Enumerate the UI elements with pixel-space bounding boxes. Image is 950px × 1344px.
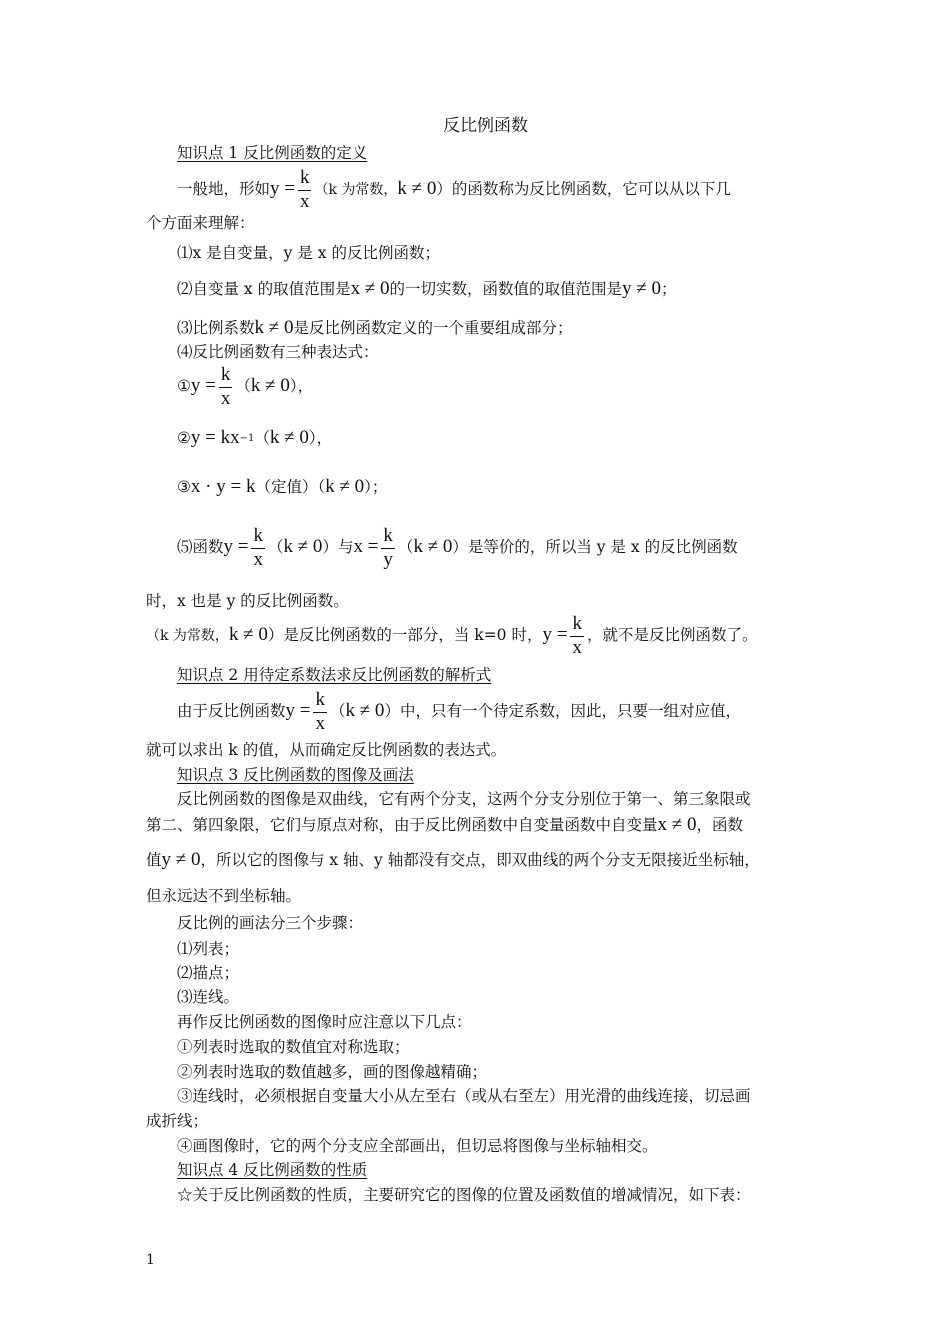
- page-number: 1: [146, 1252, 155, 1268]
- form-2: ②y = $kx^{-1}(k \ne 0)$，: [177, 427, 333, 448]
- fraction-k-over-x: $\frac{k}{x}$: [299, 167, 310, 212]
- point-1: ⑴x 是自变量，y 是 x 的反比例函数；: [177, 244, 440, 262]
- section-4-heading: 知识点 4 反比例函数的性质: [177, 1161, 368, 1179]
- point-3: ⑶比例系数k ≠ 0是反比例函数定义的一个重要组成部分；: [177, 317, 573, 338]
- point-4: ⑷反比例函数有三种表达式：: [177, 343, 379, 361]
- note-line: （k 为常数，k ≠ 0）是反比例函数的一部分，当 k=0 时，y = $\frac{k}{x}$ ，就不是反比例函数了。: [146, 613, 758, 658]
- note-3-cont: 成折线；: [146, 1112, 209, 1130]
- section-2-line-1: 由于反比例函数y = $\frac{k}{x}$ （k ≠ 0）中，只有一个待定系数，因此，只要一组对应值，: [177, 689, 741, 734]
- point-5: ⑸函数y = $\frac{k}{x}$ （k ≠ 0）与x = $\frac{k}{y}$ （k ≠ 0）是等价的，所以当 y 是 x 的反比例函数: [177, 525, 738, 570]
- step-3: ⑶连线。: [177, 988, 240, 1006]
- section-3-line-1: 反比例函数的图像是双曲线，它有两个分支，这两个分支分别位于第一、第三象限或: [177, 790, 751, 808]
- section-2-heading: 知识点 2 用待定系数法求反比例函数的解析式: [177, 666, 492, 684]
- section-3-line-3: 值y ≠ 0，所以它的图像与 x 轴、y 轴都没有交点，即双曲线的两个分支无限接近坐标轴，: [146, 849, 760, 870]
- section-2-line-2: 就可以求出 k 的值，从而确定反比例函数的表达式。: [146, 741, 507, 759]
- section-4-line-1: ☆关于反比例函数的性质，主要研究它的图像的位置及函数值的增减情况，如下表：: [177, 1186, 751, 1204]
- point-5-cont: 时，x 也是 y 的反比例函数。: [146, 592, 349, 610]
- note-4: ④画图像时，它的两个分支应全部画出，但切忌将图像与坐标轴相交。: [177, 1137, 658, 1155]
- form-3: ③x · y = k（定值）（k ≠ 0）；: [177, 476, 388, 497]
- note-2: ②列表时选取的数值越多，画的图像越精确；: [177, 1063, 488, 1081]
- step-2: ⑵描点；: [177, 964, 240, 982]
- page-title: 反比例函数: [443, 116, 528, 136]
- form-1: ①y = $\frac{k}{x}$ （k ≠ 0），: [177, 364, 314, 409]
- point-2: ⑵自变量 x 的取值范围是x ≠ 0的一切实数，函数值的取值范围是y ≠ 0；: [177, 278, 677, 299]
- definition-line-1: 一般地，形如y = $\frac{k}{x}$ （k 为常数，k ≠ 0）的函数称为反比例函数，它可以从以下几: [177, 167, 731, 212]
- definition-line-2: 个方面来理解：: [146, 214, 255, 232]
- notes-intro: 再作反比例函数的图像时应注意以下几点：: [177, 1013, 472, 1031]
- step-1: ⑴列表；: [177, 940, 240, 958]
- section-3-line-2: 第二、第四象限，它们与原点对称，由于反比例函数中自变量函数中自变量x ≠ 0，函数: [146, 814, 743, 835]
- section-1-heading: 知识点 1 反比例函数的定义: [177, 144, 368, 162]
- section-3-line-4: 但永远达不到坐标轴。: [146, 887, 302, 905]
- section-3-heading: 知识点 3 反比例函数的图像及画法: [177, 766, 414, 784]
- section-3-line-5: 反比例的画法分三个步骤：: [177, 914, 364, 932]
- note-3: ③连线时，必须根据自变量大小从左至右（或从右至左）用光滑的曲线连接，切忌画: [177, 1087, 751, 1105]
- note-1: ①列表时选取的数值宜对称选取；: [177, 1038, 410, 1056]
